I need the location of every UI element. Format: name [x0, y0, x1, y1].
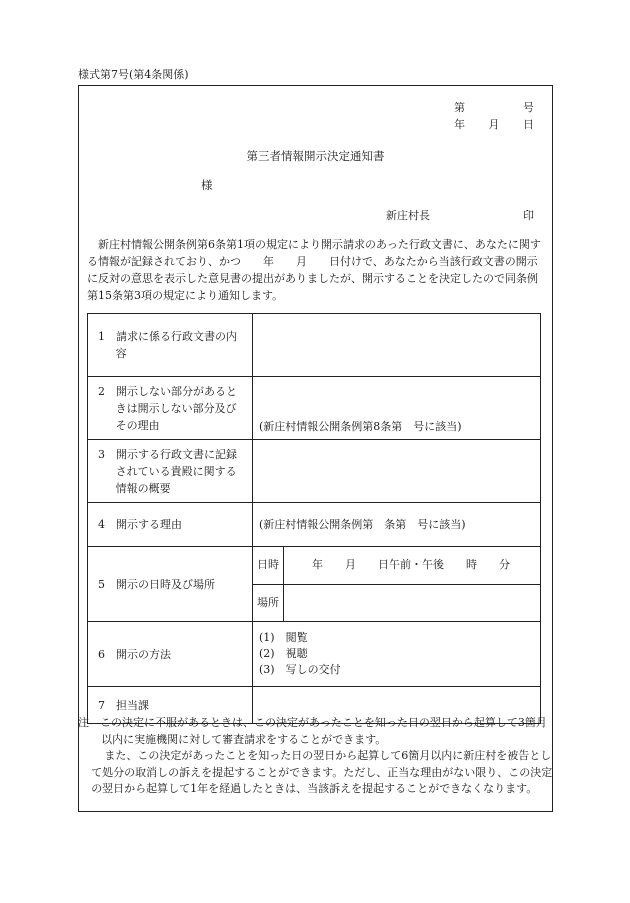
table-row — [88, 547, 541, 622]
document-number — [454, 101, 534, 115]
note-block — [78, 715, 553, 798]
row-label: 5 開示の日時及び場所 — [98, 577, 215, 591]
notice-frame — [78, 85, 553, 812]
document-date — [454, 118, 534, 132]
note-paragraph: また、この決定があったことを知った日の翌日から起算して6箇月以内に新庄村を被告として処分の取消しの訴えを提起することができます。ただし、正当な理由がない限り、この決定の翌日から起算して1年を経過したときは、当該訴えを提起することができなくなります。 — [91, 749, 553, 795]
row-value — [253, 314, 541, 377]
note-paragraph: 注 この決定に不服があるときは、この決定があったことを知った日の翌日から起算して3箇月以内に実施機関に対して審査請求をすることができます。 — [78, 716, 547, 746]
date-year: 年 — [454, 118, 465, 131]
document-number-suffix: 号 — [523, 101, 534, 114]
row-label: 6 開示の方法 — [98, 647, 171, 661]
table-row — [88, 377, 541, 440]
table-row — [88, 622, 541, 687]
row-label: 4 開示する理由 — [98, 518, 182, 531]
datetime-value: 年 月 日午前・午後 時 分 — [284, 547, 541, 584]
place-value — [284, 584, 541, 621]
datetime-key: 日時 — [253, 547, 284, 584]
table-row — [88, 440, 541, 503]
seal-mark: 印 — [523, 209, 534, 222]
method-option: (3) 写しの交付 — [259, 663, 341, 676]
row-value: (新庄村情報公開条例第8条第 号に該当) — [253, 377, 541, 440]
row-label: 2 開示しない部分があるときは開示しない部分及びその理由 — [98, 384, 237, 432]
table-row — [88, 503, 541, 547]
table-row — [88, 314, 541, 377]
addressee: 様 — [201, 178, 213, 192]
row-label: 3 開示する行政文書に記録されている貴殿に関する情報の概要 — [98, 447, 237, 495]
row-label: 1 請求に係る行政文書の内容 — [98, 330, 237, 360]
schedule-subtable — [253, 547, 540, 621]
row-value — [253, 622, 541, 687]
document-number-prefix: 第 — [454, 101, 465, 114]
details-table — [87, 313, 541, 724]
row-value: (新庄村情報公開条例第 条第 号に該当) — [253, 503, 541, 547]
method-option: (2) 視聴 — [259, 647, 308, 660]
sender-name: 新庄村長 — [386, 209, 430, 222]
form-number-label: 様式第7号(第4条関係) — [78, 68, 189, 81]
row-label: 7 担当課 — [98, 698, 149, 712]
page-title: 第三者情報開示決定通知書 — [246, 149, 385, 163]
date-day: 日 — [523, 118, 534, 131]
body-paragraph: 新庄村情報公開条例第6条第1項の規定により開示請求のあった行政文書に、あなたに関する情報が記録されており、かつ 年 月 日付けで、あなたから当該行政文書の開示に反対の意思を表示した意見書の提出がありましたが、開示することを決定したので同条例第15条第3項の規定により通知します。 — [87, 238, 541, 302]
method-option: (1) 閲覧 — [259, 631, 308, 644]
place-key: 場所 — [253, 584, 284, 621]
row-value — [253, 440, 541, 503]
date-month: 月 — [488, 118, 500, 131]
